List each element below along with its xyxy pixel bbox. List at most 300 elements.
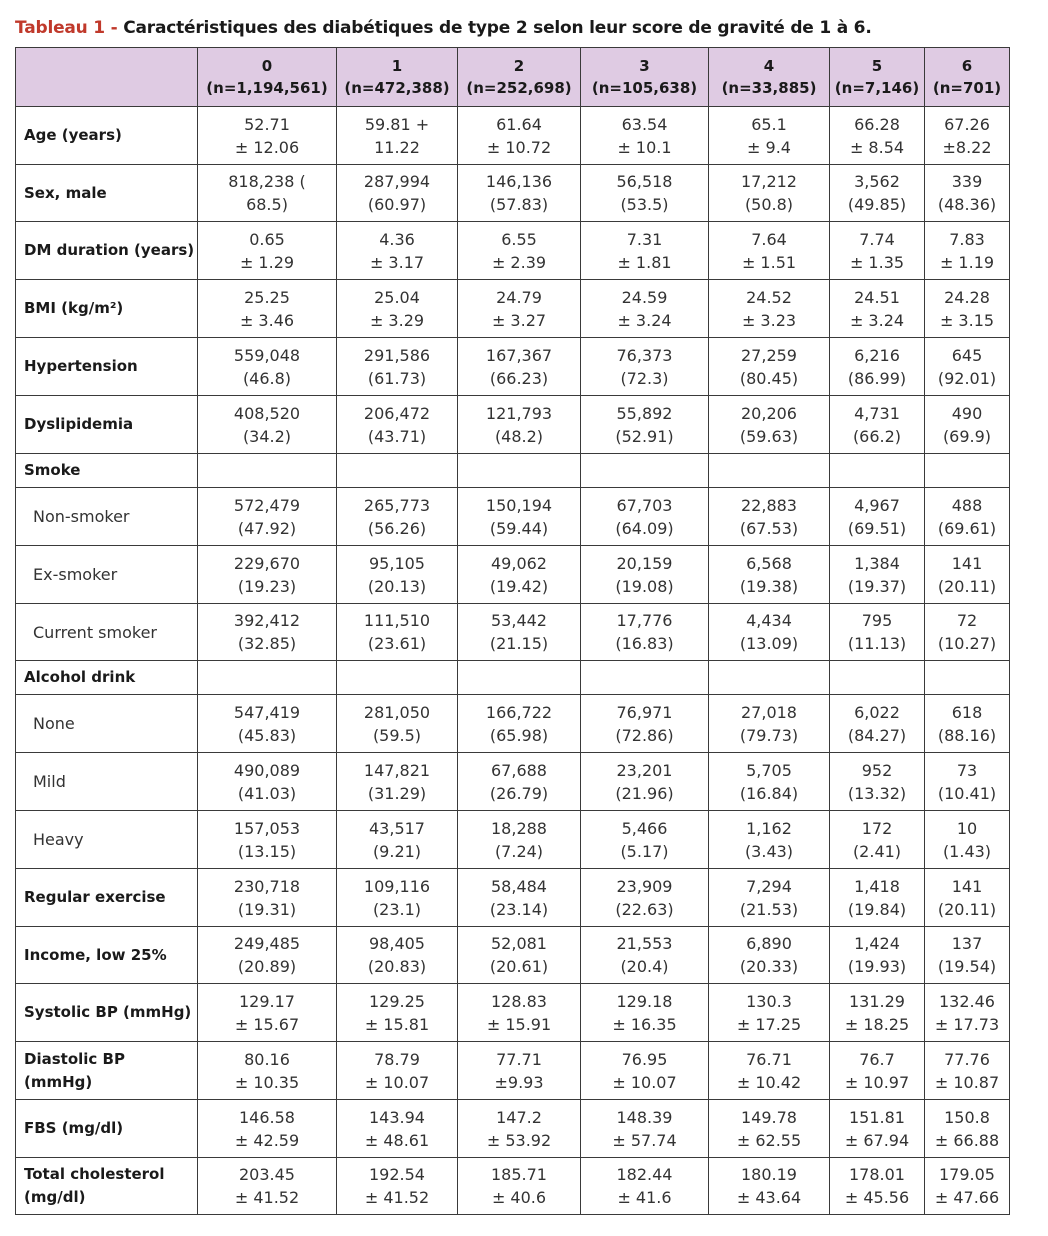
cell-line: ± 1.29 <box>239 252 295 272</box>
cell-line: ± 41.6 <box>617 1188 672 1207</box>
cell-line: ± 10.97 <box>844 1072 910 1092</box>
cell-line: ± 41.52 <box>364 1188 430 1207</box>
row-label: Sex, male <box>16 165 198 222</box>
table-cell <box>709 165 830 222</box>
cell-line: (79.73) <box>739 725 799 745</box>
cell-line: 24.51 <box>854 287 900 307</box>
cell-line: (9.21) <box>372 841 422 861</box>
cell-line: 4.36 <box>379 229 415 249</box>
cell-line: (26.79) <box>489 783 549 803</box>
table-cell <box>709 396 830 454</box>
cell-line: 795 <box>861 611 893 630</box>
table-cell <box>581 396 709 454</box>
cell-line: (3.43) <box>744 841 794 861</box>
cell-line: (19.42) <box>489 576 549 596</box>
table-cell <box>925 222 1010 280</box>
cell-line: 5,466 <box>621 818 668 838</box>
cell-line: (53.5) <box>620 195 669 214</box>
cell-line: ± 53.92 <box>486 1130 552 1150</box>
cell-line: 408,520 <box>233 403 301 423</box>
table-cell <box>198 488 337 546</box>
cell-line: 249,485 <box>233 934 301 953</box>
table-cell <box>458 396 581 454</box>
cell-line: 129.18 <box>616 991 673 1011</box>
table-cell <box>581 280 709 338</box>
table-cell <box>830 984 925 1042</box>
cell-line: (5.17) <box>620 841 669 861</box>
column-count: (n=252,698) <box>466 79 572 97</box>
table-cell <box>458 1100 581 1158</box>
column-header-score-4 <box>709 48 830 107</box>
table-cell <box>581 488 709 546</box>
table-cell <box>198 338 337 396</box>
cell-line: 182.44 <box>616 1165 673 1184</box>
cell-line: 6,890 <box>746 934 792 953</box>
cell-line: 230,718 <box>233 876 301 896</box>
cell-line: 490,089 <box>233 760 301 780</box>
table-cell <box>830 165 925 222</box>
cell-line: 206,472 <box>363 403 431 423</box>
cell-line: ± 10.07 <box>364 1072 430 1092</box>
cell-line: 59.81 + <box>364 114 430 134</box>
table-cell <box>458 695 581 753</box>
cell-line: 0.65 <box>249 229 285 249</box>
cell-line: ± 42.59 <box>234 1130 300 1150</box>
cell-line: 80.16 <box>244 1049 290 1069</box>
cell-line: 23,201 <box>616 760 673 780</box>
cell-line: (19.38) <box>739 576 799 596</box>
cell-line: (59.44) <box>489 518 549 538</box>
cell-line: 18,288 <box>491 818 547 838</box>
cell-line: ± 15.67 <box>234 1014 300 1034</box>
cell-line: 132.46 <box>939 991 995 1011</box>
cell-line: 65.1 <box>751 114 787 134</box>
cell-line: 23,909 <box>616 876 673 896</box>
cell-line: 185.71 <box>491 1165 547 1184</box>
table-row <box>16 165 1010 222</box>
cell-line: (11.13) <box>847 634 907 653</box>
table-cell <box>458 546 581 604</box>
cell-line: 72 <box>956 611 978 630</box>
row-label: BMI (kg/m²) <box>16 280 198 338</box>
table-cell <box>337 338 458 396</box>
cell-line: ± 10.42 <box>736 1072 802 1092</box>
cell-line: 157,053 <box>233 818 301 838</box>
table-cell <box>830 811 925 869</box>
row-label: Total cholesterol (mg/dl) <box>16 1158 198 1215</box>
table-cell <box>198 869 337 927</box>
cell-line: 17,776 <box>616 611 673 630</box>
cell-line: 76.71 <box>746 1049 792 1069</box>
cell-line: 111,510 <box>363 611 431 630</box>
cell-line: (69.51) <box>847 518 907 538</box>
column-count: (n=1,194,561) <box>206 79 328 97</box>
cell-line: 146.58 <box>239 1107 295 1127</box>
cell-line: 25.25 <box>244 287 290 307</box>
table-cell <box>337 753 458 811</box>
table-cell <box>337 869 458 927</box>
table-cell <box>925 1100 1010 1158</box>
cell-line: (21.96) <box>615 783 674 803</box>
table-cell <box>925 107 1010 165</box>
table-cell <box>337 1158 458 1215</box>
cell-line: ± 43.64 <box>736 1188 802 1207</box>
cell-line: 53,442 <box>491 611 547 630</box>
table-cell <box>925 546 1010 604</box>
cell-line: (64.09) <box>615 518 674 538</box>
cell-line: 67,703 <box>616 495 673 515</box>
table-cell <box>925 984 1010 1042</box>
cell-line: (45.83) <box>237 725 297 745</box>
cell-line: ±9.93 <box>494 1072 544 1092</box>
cell-line: ± 18.25 <box>844 1014 910 1034</box>
cell-line: ± 3.24 <box>617 310 672 330</box>
table-cell <box>925 338 1010 396</box>
cell-line: 76.95 <box>621 1049 668 1069</box>
cell-line: ± 47.66 <box>934 1188 1000 1207</box>
table-cell <box>709 984 830 1042</box>
cell-line: (59.5) <box>372 725 422 745</box>
table-cell <box>581 546 709 604</box>
cell-line: 7.74 <box>859 229 895 249</box>
cell-line: 192.54 <box>369 1165 425 1184</box>
cell-line: (20.13) <box>367 576 427 596</box>
column-score: 6 <box>961 57 973 75</box>
cell-line: ± 3.46 <box>239 310 295 330</box>
table-cell <box>709 1100 830 1158</box>
cell-line: (59.63) <box>739 426 799 446</box>
cell-line: 281,050 <box>363 702 431 722</box>
table-cell <box>709 222 830 280</box>
cell-line: (69.61) <box>937 518 997 538</box>
table-row <box>16 546 1010 604</box>
cell-line: (19.84) <box>847 899 907 919</box>
cell-line: (19.54) <box>937 957 997 976</box>
table-cell <box>458 488 581 546</box>
row-label: Ex-smoker <box>16 546 198 604</box>
cell-line: (23.1) <box>372 899 422 919</box>
cell-line: 166,722 <box>485 702 553 722</box>
cell-line: 1,424 <box>854 934 900 953</box>
table-row <box>16 927 1010 984</box>
table-row <box>16 107 1010 165</box>
cell-line: (43.71) <box>367 426 427 446</box>
cell-line: 21,553 <box>616 934 673 953</box>
cell-line: ± 66.88 <box>934 1130 1000 1150</box>
table-cell <box>709 488 830 546</box>
cell-line: (1.43) <box>942 841 992 861</box>
cell-line: 76,373 <box>616 345 673 365</box>
row-label: None <box>16 695 198 753</box>
table-cell <box>337 165 458 222</box>
table-cell <box>581 604 709 661</box>
table-caption <box>15 14 1035 42</box>
table-cell <box>458 604 581 661</box>
table-cell <box>458 927 581 984</box>
table-cell <box>581 984 709 1042</box>
row-label: Systolic BP (mmHg) <box>16 984 198 1042</box>
cell-line: 6,216 <box>854 345 900 365</box>
cell-line: (65.98) <box>489 725 549 745</box>
column-count: (n=701) <box>932 79 1002 97</box>
table-cell <box>198 661 337 695</box>
table-cell <box>709 107 830 165</box>
table-cell <box>458 753 581 811</box>
table-cell <box>830 869 925 927</box>
table-cell <box>925 695 1010 753</box>
table-cell <box>709 753 830 811</box>
cell-line: 56,518 <box>616 172 673 191</box>
table-cell <box>198 927 337 984</box>
table-cell <box>337 546 458 604</box>
table-cell <box>830 454 925 488</box>
cell-line: ± 3.27 <box>491 310 547 330</box>
table-row <box>16 222 1010 280</box>
table-cell <box>925 869 1010 927</box>
row-label: Alcohol drink <box>16 661 198 695</box>
table-cell <box>581 165 709 222</box>
cell-line: (61.73) <box>367 368 427 388</box>
cell-line: (16.84) <box>739 783 799 803</box>
table-cell <box>709 869 830 927</box>
column-score: 4 <box>763 57 775 75</box>
cell-line: 77.71 <box>496 1049 542 1069</box>
table-row <box>16 1158 1010 1215</box>
table-row <box>16 753 1010 811</box>
table-cell <box>337 984 458 1042</box>
cell-line: 7.64 <box>751 229 787 249</box>
table-cell <box>709 454 830 488</box>
cell-line: (32.85) <box>237 634 297 653</box>
cell-line: ± 17.73 <box>934 1014 1000 1034</box>
cell-line: (13.32) <box>847 783 907 803</box>
row-label: Current smoker <box>16 604 198 661</box>
cell-line: 98,405 <box>369 934 425 953</box>
table-cell <box>925 753 1010 811</box>
cell-line: ± 10.72 <box>486 137 552 157</box>
table-cell <box>458 107 581 165</box>
cell-line: (7.24) <box>494 841 544 861</box>
table-cell <box>337 1100 458 1158</box>
table-body <box>16 107 1010 1215</box>
table-cell <box>581 107 709 165</box>
cell-line: (13.09) <box>739 634 799 653</box>
cell-line: (22.63) <box>615 899 674 919</box>
table-cell <box>198 165 337 222</box>
cell-line: (20.4) <box>620 957 669 976</box>
cell-line: (21.53) <box>739 899 799 919</box>
table-cell <box>925 811 1010 869</box>
cell-line: 490 <box>951 403 983 423</box>
cell-line: ± 62.55 <box>736 1130 802 1150</box>
column-header-score-5 <box>830 48 925 107</box>
column-count: (n=33,885) <box>721 79 817 97</box>
row-label: DM duration (years) <box>16 222 198 280</box>
cell-line: 129.17 <box>239 991 295 1011</box>
cell-line: 3,562 <box>854 172 900 191</box>
table-cell <box>581 1100 709 1158</box>
table-cell <box>830 927 925 984</box>
cell-line: 20,206 <box>741 403 797 423</box>
table-cell <box>581 1158 709 1215</box>
cell-line: (20.83) <box>367 957 427 976</box>
table-cell <box>198 1158 337 1215</box>
cell-line: (50.8) <box>744 195 794 214</box>
table-cell <box>458 1158 581 1215</box>
table-row <box>16 488 1010 546</box>
cell-line: (20.11) <box>937 576 997 596</box>
table-cell <box>925 1158 1010 1215</box>
table-cell <box>581 927 709 984</box>
cell-line: 7.31 <box>626 229 663 249</box>
column-header-score-2 <box>458 48 581 107</box>
row-label: Income, low 25% <box>16 927 198 984</box>
cell-line: 78.79 <box>374 1049 420 1069</box>
table-row <box>16 338 1010 396</box>
table-cell <box>830 488 925 546</box>
table-cell <box>198 454 337 488</box>
cell-line: ± 41.52 <box>234 1188 300 1207</box>
cell-line: ± 17.25 <box>736 1014 802 1034</box>
cell-line: 1,384 <box>854 553 900 573</box>
cell-line: (19.23) <box>237 576 297 596</box>
table-cell <box>198 222 337 280</box>
column-header-score-3 <box>581 48 709 107</box>
table-cell <box>581 222 709 280</box>
table-caption-text: Caractéristiques des diabétiques de type 2 selon leur score de gravité de 1 à 6. <box>117 18 872 38</box>
cell-line: 11.22 <box>374 137 420 157</box>
cell-line: 27,018 <box>741 702 797 722</box>
cell-line: ± 1.35 <box>849 252 905 272</box>
cell-line: ± 3.24 <box>849 310 905 330</box>
cell-line: 24.52 <box>746 287 792 307</box>
cell-line: 4,731 <box>854 403 900 423</box>
characteristics-table <box>15 47 1010 1215</box>
table-row <box>16 396 1010 454</box>
cell-line: 27,259 <box>741 345 797 365</box>
cell-line: (72.3) <box>620 368 669 388</box>
table-cell <box>925 488 1010 546</box>
cell-line: (20.89) <box>237 957 297 976</box>
cell-line: 7,294 <box>746 876 792 896</box>
cell-line: 265,773 <box>363 495 431 515</box>
table-row <box>16 604 1010 661</box>
row-label: Non-smoker <box>16 488 198 546</box>
cell-line: (20.33) <box>739 957 799 976</box>
column-score: 1 <box>391 57 403 75</box>
table-cell <box>925 280 1010 338</box>
cell-line: (49.85) <box>847 195 907 214</box>
table-cell <box>830 1100 925 1158</box>
cell-line: ± 9.4 <box>747 137 791 157</box>
column-score: 3 <box>639 57 650 75</box>
cell-line: (48.36) <box>937 195 997 214</box>
table-cell <box>198 1100 337 1158</box>
column-score: 5 <box>871 57 883 75</box>
cell-line: ±8.22 <box>942 137 992 157</box>
table-cell <box>458 165 581 222</box>
table-cell <box>830 338 925 396</box>
column-score: 2 <box>513 57 525 75</box>
table-cell <box>830 222 925 280</box>
cell-line: 76,971 <box>616 702 673 722</box>
table-cell <box>830 1042 925 1100</box>
cell-line: 67.26 <box>944 114 990 134</box>
table-cell <box>337 396 458 454</box>
cell-line: 203.45 <box>239 1165 295 1184</box>
table-cell <box>709 1042 830 1100</box>
row-label: Heavy <box>16 811 198 869</box>
cell-line: 10 <box>956 818 978 838</box>
cell-line: 131.29 <box>849 991 905 1011</box>
cell-line: ± 1.19 <box>939 252 995 272</box>
table-cell <box>337 107 458 165</box>
cell-line: 25.04 <box>374 287 420 307</box>
cell-line: (48.2) <box>494 426 544 446</box>
cell-line: 1,162 <box>746 818 792 838</box>
cell-line: 58,484 <box>491 876 547 896</box>
table-cell <box>337 1042 458 1100</box>
table-cell <box>830 107 925 165</box>
cell-line: 180.19 <box>741 1165 797 1184</box>
table-cell <box>337 811 458 869</box>
table-cell <box>709 546 830 604</box>
cell-line: 151.81 <box>849 1107 905 1127</box>
cell-line: (23.61) <box>367 634 427 653</box>
cell-line: ± 3.29 <box>369 310 425 330</box>
cell-line: 109,116 <box>363 876 431 896</box>
cell-line: (46.8) <box>242 368 292 388</box>
cell-line: (88.16) <box>937 725 997 745</box>
cell-line: 4,967 <box>854 495 900 515</box>
cell-line: ± 12.06 <box>234 137 300 157</box>
table-cell <box>337 604 458 661</box>
cell-line: 150,194 <box>485 495 553 515</box>
cell-line: (34.2) <box>242 426 292 446</box>
table-cell <box>337 280 458 338</box>
cell-line: 6,568 <box>746 553 792 573</box>
cell-line: 287,994 <box>363 172 431 191</box>
table-caption-label: Tableau 1 - <box>15 18 118 38</box>
cell-line: 129.25 <box>369 991 425 1011</box>
table-row <box>16 869 1010 927</box>
cell-line: ± 10.35 <box>234 1072 300 1092</box>
table-row <box>16 984 1010 1042</box>
cell-line: 63.54 <box>621 114 668 134</box>
table-cell <box>925 454 1010 488</box>
cell-line: ± 1.51 <box>741 252 797 272</box>
table-cell <box>458 454 581 488</box>
table-cell <box>709 280 830 338</box>
table-cell <box>925 396 1010 454</box>
table-cell <box>198 811 337 869</box>
table-cell <box>581 661 709 695</box>
cell-line: 392,412 <box>233 611 301 630</box>
table-row <box>16 1100 1010 1158</box>
cell-line: (13.15) <box>237 841 297 861</box>
table-cell <box>709 811 830 869</box>
cell-line: 488 <box>951 495 983 515</box>
cell-line: (19.93) <box>847 957 907 976</box>
cell-line: 1,418 <box>854 876 900 896</box>
cell-line: 4,434 <box>746 611 792 630</box>
cell-line: (2.41) <box>852 841 902 861</box>
cell-line: ± 48.61 <box>364 1130 430 1150</box>
cell-line: ± 1.81 <box>617 252 672 272</box>
cell-line: ± 15.91 <box>486 1014 552 1034</box>
table-cell <box>581 753 709 811</box>
cell-line: 167,367 <box>485 345 553 365</box>
